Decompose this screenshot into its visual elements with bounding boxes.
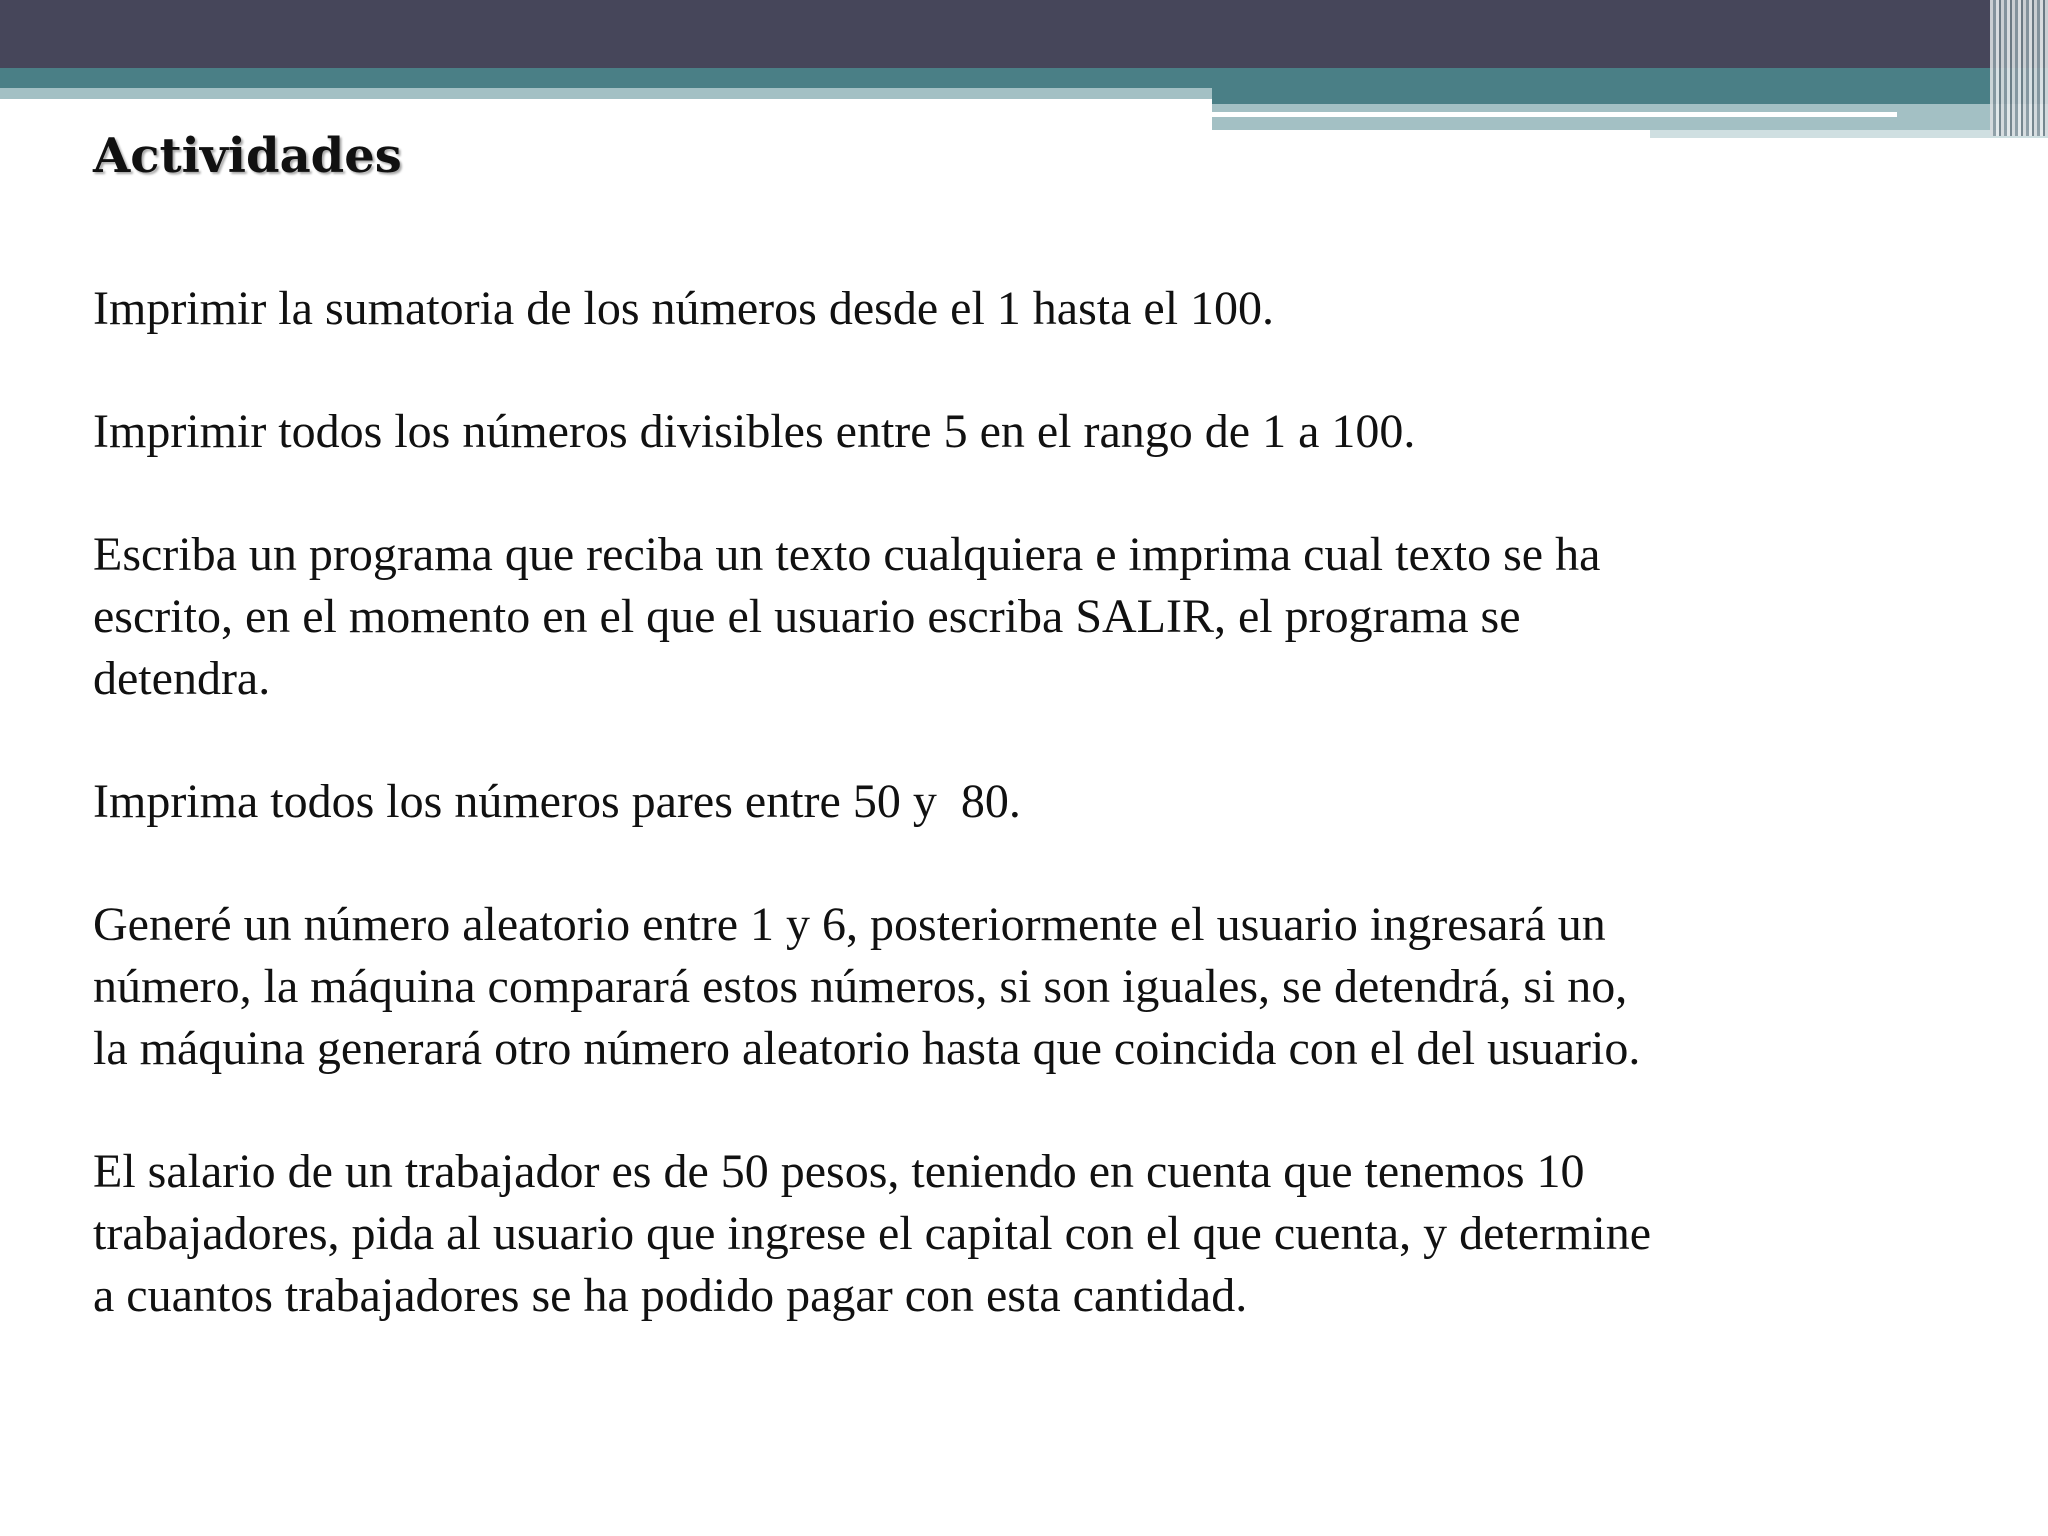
activity-line: trabajadores, pida al usuario que ingrese el capital con el que cuenta, y determine bbox=[93, 1207, 1652, 1260]
header-dark-bar bbox=[0, 0, 2048, 68]
activity-line: Imprimir la sumatoria de los números desde el 1 hasta el 100. bbox=[93, 282, 1275, 335]
header-accent-line bbox=[1212, 112, 1897, 117]
activity-item bbox=[93, 894, 1973, 1080]
activity-line: a cuantos trabajadores se ha podido pagar con esta cantidad. bbox=[93, 1269, 1248, 1322]
header-teal-bar bbox=[0, 68, 2048, 88]
activities-list bbox=[93, 278, 1973, 1388]
activity-item bbox=[93, 401, 1973, 463]
activity-line: la máquina generará otro número aleatorio hasta que coincida con el del usuario. bbox=[93, 1022, 1641, 1075]
activity-item bbox=[93, 278, 1973, 340]
activity-line: El salario de un trabajador es de 50 pesos, teniendo en cuenta que tenemos 10 bbox=[93, 1145, 1585, 1198]
header-light-bar-left bbox=[0, 88, 1212, 99]
header-teal-bar-right bbox=[1212, 88, 2048, 104]
activity-line: Imprimir todos los números divisibles entre 5 en el rango de 1 a 100. bbox=[93, 405, 1416, 458]
activity-line: Generé un número aleatorio entre 1 y 6, posteriormente el usuario ingresará un bbox=[93, 898, 1606, 951]
header-light-bar-right bbox=[1212, 104, 2048, 130]
activity-line: Imprima todos los números pares entre 50 y 80. bbox=[93, 775, 1021, 828]
activity-line: detendra. bbox=[93, 652, 271, 705]
activity-line: escrito, en el momento en el que el usuario escriba SALIR, el programa se bbox=[93, 590, 1521, 643]
activity-item bbox=[93, 771, 1973, 833]
activity-item bbox=[93, 1141, 1973, 1327]
activity-item bbox=[93, 524, 1973, 710]
header-accent-line-short bbox=[1650, 130, 2048, 138]
activity-line: número, la máquina comparará estos números, si son iguales, se detendrá, si no, bbox=[93, 960, 1628, 1013]
header-edge-stripes bbox=[1990, 0, 2048, 136]
activity-line: Escriba un programa que reciba un texto cualquiera e imprima cual texto se ha bbox=[93, 528, 1601, 581]
slide-title: Actividades bbox=[93, 128, 402, 184]
